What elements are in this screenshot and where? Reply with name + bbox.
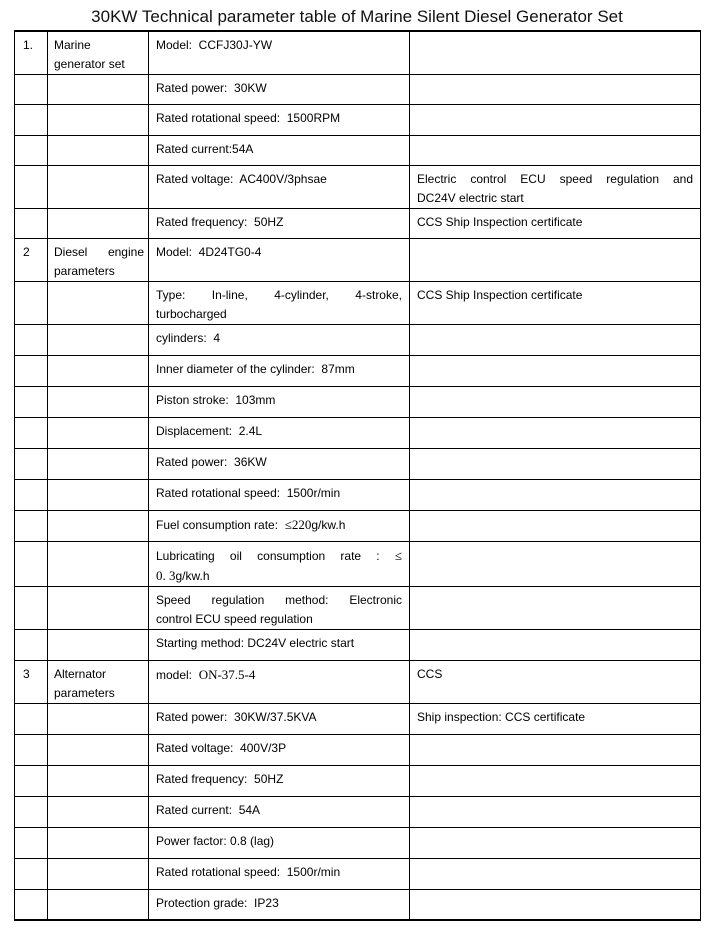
parameter-cell (149, 418, 410, 449)
parameter-cell (149, 511, 410, 542)
table-row (15, 735, 701, 766)
text-line (417, 189, 693, 208)
row-number-cell (15, 511, 48, 542)
table-row (15, 587, 701, 630)
table-row (15, 356, 701, 387)
parameter-cell (149, 480, 410, 511)
row-number-cell (15, 704, 48, 735)
row-number-cell (15, 828, 48, 859)
text-segment: Model: CCFJ30J-YW (156, 38, 273, 52)
note-cell (410, 630, 701, 661)
table-row (15, 766, 701, 797)
table-row (15, 449, 701, 480)
note-cell (410, 166, 701, 209)
row-number-cell: 1. (15, 31, 48, 75)
text-line (54, 262, 144, 281)
text-line (156, 360, 402, 379)
row-number-cell (15, 630, 48, 661)
text-line (417, 170, 693, 189)
row-number-cell (15, 387, 48, 418)
text-segment: DC24V electric start (417, 191, 524, 205)
category-cell (48, 890, 149, 920)
text-segment: Rated current:54A (156, 142, 254, 156)
row-number-cell (15, 587, 48, 630)
note-cell (410, 661, 701, 704)
note-cell (410, 325, 701, 356)
row-number-cell (15, 166, 48, 209)
category-cell (48, 859, 149, 890)
note-cell (410, 797, 701, 828)
category-cell (48, 542, 149, 587)
note-cell (410, 282, 701, 325)
category-cell (48, 209, 149, 239)
text-segment: Alternator (54, 667, 107, 681)
text-segment: parameters (54, 264, 115, 278)
text-segment: control ECU speed regulation (156, 612, 313, 626)
table-row (15, 511, 701, 542)
row-number-cell (15, 418, 48, 449)
note-cell (410, 587, 701, 630)
category-cell (48, 766, 149, 797)
text-segment: Power factor: 0.8 (lag) (156, 834, 275, 848)
text-segment: Displacement: 2.4L (156, 424, 263, 438)
text-line (156, 286, 402, 305)
text-segment: Model: 4D24TG0-4 (156, 245, 262, 259)
table-row (15, 209, 701, 239)
text-line (417, 665, 693, 684)
table-row (15, 418, 701, 449)
note-cell (410, 418, 701, 449)
text-line (156, 770, 402, 789)
category-cell (48, 282, 149, 325)
category-cell (48, 325, 149, 356)
text-segment: turbocharged (156, 307, 227, 321)
text-line (156, 863, 402, 882)
parameter-cell (149, 704, 410, 735)
parameter-cell (149, 31, 410, 75)
text-segment: Ship inspection: CCS certificate (417, 710, 586, 724)
text-line (156, 36, 402, 55)
table-row (15, 704, 701, 735)
text-line (54, 55, 144, 74)
note-cell (410, 209, 701, 239)
text-line (156, 515, 402, 535)
text-line (156, 391, 402, 410)
row-number-cell: 3 (15, 661, 48, 704)
note-cell (410, 828, 701, 859)
text-segment: Rated rotational speed: 1500r/min (156, 486, 341, 500)
text-segment: Speed regulation method: Electronic (156, 593, 402, 607)
note-cell (410, 387, 701, 418)
row-number-cell (15, 735, 48, 766)
row-number-cell (15, 449, 48, 480)
text-segment: Rated power: 36KW (156, 455, 267, 469)
text-segment: Diesel engine (54, 245, 144, 259)
category-cell (48, 136, 149, 166)
parameter-cell (149, 890, 410, 920)
text-line (156, 566, 402, 586)
category-cell (48, 387, 149, 418)
parameter-cell (149, 797, 410, 828)
text-line (54, 684, 144, 703)
text-line (156, 213, 402, 232)
text-segment: Fuel consumption rate: (156, 518, 285, 532)
row-number-cell (15, 542, 48, 587)
note-cell (410, 356, 701, 387)
table-row (15, 31, 701, 75)
text-line (156, 305, 402, 324)
category-cell (48, 735, 149, 766)
row-number-cell (15, 766, 48, 797)
text-segment: Type: In-line, 4-cylinder, 4-stroke, (156, 288, 402, 302)
text-segment: Rated power: 30KW (156, 81, 267, 95)
note-cell (410, 859, 701, 890)
row-number-cell (15, 209, 48, 239)
text-line (156, 894, 402, 913)
parameter-cell (149, 356, 410, 387)
table-row (15, 542, 701, 587)
parameter-cell (149, 239, 410, 282)
text-line (156, 243, 402, 262)
text-line (54, 665, 144, 684)
serif-text-segment: ≤220 (284, 517, 312, 532)
note-cell (410, 105, 701, 136)
text-segment: Rated rotational speed: 1500r/min (156, 865, 341, 879)
parameter-cell (149, 587, 410, 630)
category-cell (48, 449, 149, 480)
note-cell (410, 75, 701, 105)
text-line (417, 213, 693, 232)
parameter-cell (149, 166, 410, 209)
text-segment: parameters (54, 686, 115, 700)
text-line (417, 708, 693, 727)
table-row (15, 166, 701, 209)
text-segment: Rated voltage: 400V/3P (156, 741, 287, 755)
note-cell (410, 511, 701, 542)
text-segment: Rated frequency: 50HZ (156, 772, 284, 786)
text-line (156, 79, 402, 98)
text-segment: Rated voltage: AC400V/3phsae (156, 172, 327, 186)
serif-text-segment: ON-37.5-4 (198, 667, 256, 682)
text-line (156, 329, 402, 348)
row-number-cell (15, 356, 48, 387)
text-line (156, 453, 402, 472)
text-line (156, 546, 402, 566)
category-cell (48, 630, 149, 661)
text-line (156, 665, 402, 685)
text-line (54, 36, 144, 55)
text-segment: g/kw.h (311, 518, 346, 532)
text-line (156, 422, 402, 441)
text-segment: Rated current: 54A (156, 803, 261, 817)
parameter-cell (149, 630, 410, 661)
serif-text-segment: 0. 3 (156, 568, 176, 583)
text-line (156, 801, 402, 820)
parameter-cell (149, 449, 410, 480)
category-cell (48, 356, 149, 387)
category-cell (48, 75, 149, 105)
table-row (15, 105, 701, 136)
text-segment: Rated power: 30KW/37.5KVA (156, 710, 317, 724)
text-segment: Inner diameter of the cylinder: 87mm (156, 362, 355, 376)
parameter-cell (149, 661, 410, 704)
text-segment: Marine (54, 38, 91, 52)
note-cell (410, 890, 701, 920)
text-line (156, 140, 402, 159)
row-number-cell (15, 890, 48, 920)
text-line (156, 634, 402, 653)
text-segment: CCS Ship Inspection certificate (417, 288, 583, 302)
text-line (156, 591, 402, 610)
text-line (54, 243, 144, 262)
text-segment: Electric control ECU speed regulation and (417, 172, 693, 186)
table-row (15, 859, 701, 890)
table-row (15, 239, 701, 282)
note-cell (410, 766, 701, 797)
row-number-cell (15, 797, 48, 828)
row-number-cell (15, 105, 48, 136)
note-cell (410, 542, 701, 587)
parameter-cell (149, 136, 410, 166)
table-row (15, 661, 701, 704)
text-segment: Starting method: DC24V electric start (156, 636, 355, 650)
technical-parameter-table (14, 30, 701, 921)
text-line (156, 739, 402, 758)
text-segment: Rated rotational speed: 1500RPM (156, 111, 341, 125)
table-row (15, 630, 701, 661)
text-segment: Rated frequency: 50HZ (156, 215, 284, 229)
note-cell (410, 735, 701, 766)
text-line (156, 170, 402, 189)
text-segment: generator set (54, 57, 125, 71)
table-row (15, 387, 701, 418)
text-segment: Protection grade: IP23 (156, 896, 279, 910)
note-cell (410, 31, 701, 75)
parameter-cell (149, 735, 410, 766)
category-cell (48, 418, 149, 449)
parameter-cell (149, 75, 410, 105)
category-cell (48, 828, 149, 859)
table-row (15, 136, 701, 166)
text-segment: cylinders: 4 (156, 331, 221, 345)
page-title: 30KW Technical parameter table of Marine Silent Diesel Generator Set (91, 7, 623, 26)
parameter-cell (149, 828, 410, 859)
text-line (156, 484, 402, 503)
parameter-cell (149, 766, 410, 797)
category-cell (48, 480, 149, 511)
text-segment: Piston stroke: 103mm (156, 393, 276, 407)
category-cell (48, 797, 149, 828)
text-segment: CCS Ship Inspection certificate (417, 215, 583, 229)
parameter-cell (149, 387, 410, 418)
table-row (15, 890, 701, 920)
category-cell (48, 587, 149, 630)
table-row (15, 325, 701, 356)
category-cell (48, 105, 149, 136)
table-row (15, 480, 701, 511)
category-cell (48, 239, 149, 282)
row-number-cell (15, 75, 48, 105)
category-cell (48, 661, 149, 704)
text-line (156, 832, 402, 851)
row-number-cell (15, 136, 48, 166)
category-cell (48, 31, 149, 75)
note-cell (410, 136, 701, 166)
text-line (156, 708, 402, 727)
parameter-cell (149, 105, 410, 136)
note-cell (410, 239, 701, 282)
category-cell (48, 511, 149, 542)
text-segment: Lubricating oil consumption rate : (156, 549, 395, 563)
row-number-cell (15, 480, 48, 511)
parameter-cell (149, 542, 410, 587)
note-cell (410, 480, 701, 511)
text-line (156, 109, 402, 128)
text-line (156, 610, 402, 629)
table-row (15, 75, 701, 105)
category-cell (48, 704, 149, 735)
row-number-cell: 2 (15, 239, 48, 282)
note-cell (410, 704, 701, 735)
row-number-cell (15, 282, 48, 325)
text-line (417, 286, 693, 305)
table-row (15, 828, 701, 859)
table-row (15, 797, 701, 828)
row-number-cell (15, 859, 48, 890)
row-number-cell (15, 325, 48, 356)
text-segment: CCS (417, 667, 443, 681)
note-cell (410, 449, 701, 480)
text-segment: model: (156, 668, 199, 682)
parameter-cell (149, 209, 410, 239)
parameter-cell (149, 859, 410, 890)
category-cell (48, 166, 149, 209)
serif-text-segment: ≤ (394, 548, 402, 563)
table-row (15, 282, 701, 325)
parameter-cell (149, 325, 410, 356)
text-segment: g/kw.h (175, 569, 210, 583)
parameter-cell (149, 282, 410, 325)
